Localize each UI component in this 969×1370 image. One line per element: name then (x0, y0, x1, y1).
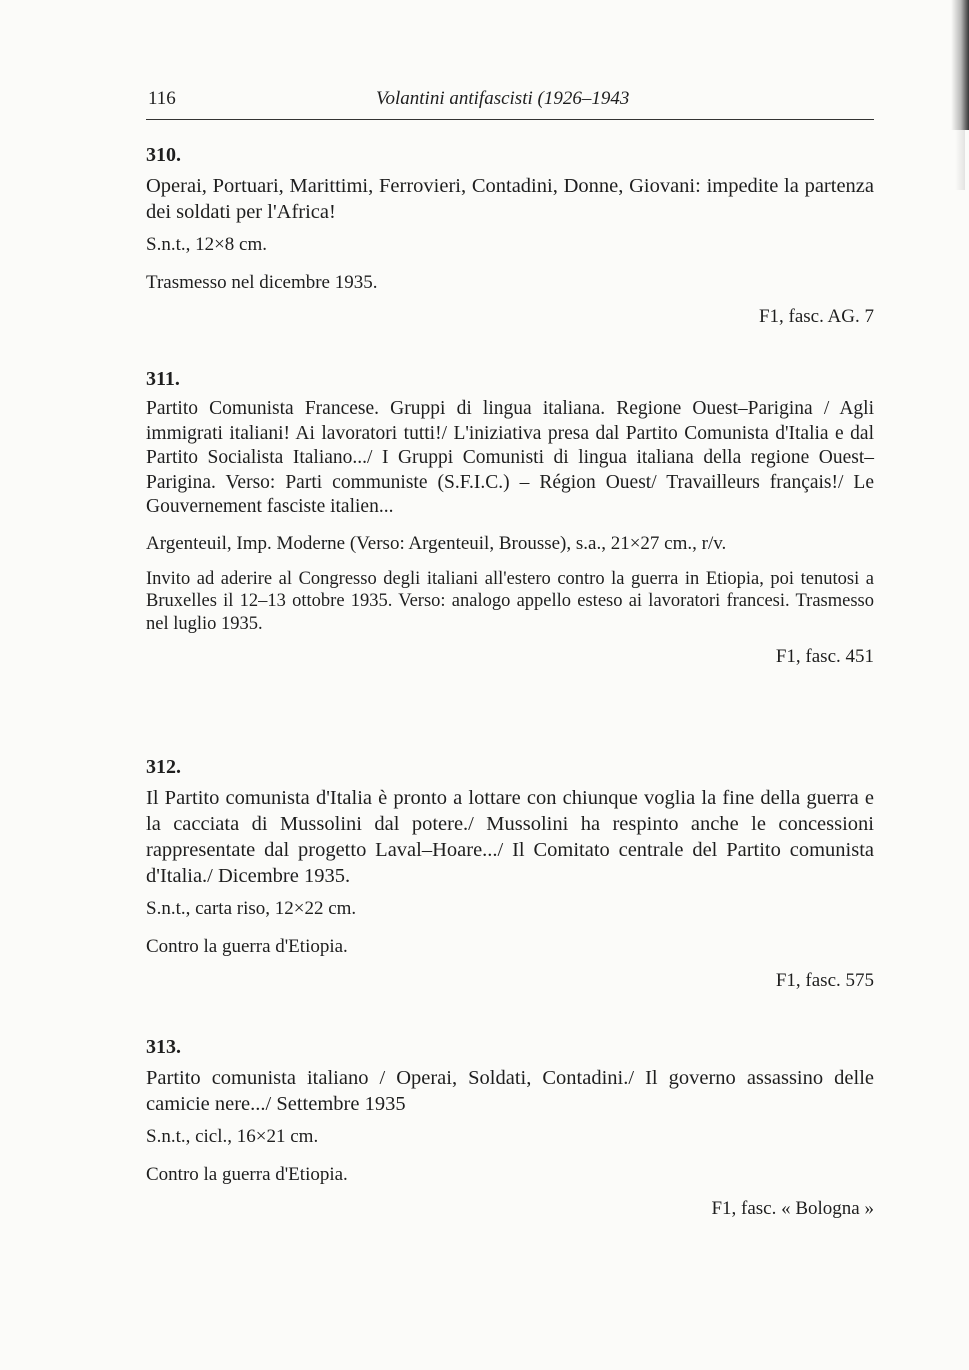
entry-note: Contro la guerra d'Etiopia. (146, 1164, 348, 1185)
scan-edge-noise (955, 130, 965, 190)
entry-description: S.n.t., cicl., 16×21 cm. (146, 1126, 319, 1147)
entry-reference: F1, fasc. 575 (775, 970, 874, 991)
entry-text: Il Partito comunista d'Italia è pronto a lottare con chiunque voglia la fine della guerra e la cacciata di Mussolini dal potere./ Mussolini ha respinto anche le concessioni rappresentate dal progetto Laval–Hoare.../ Il Comitato centrale del Partito comunista d'Italia./ Dicembre 1935. (146, 787, 874, 887)
entry-number: 310. (146, 144, 181, 166)
entry-reference: F1, fasc. « Bologna » (711, 1198, 874, 1219)
entry-reference: F1, fasc. 451 (775, 646, 874, 667)
running-header (148, 88, 874, 116)
entry-text: Partito Comunista Francese. Gruppi di lingua italiana. Regione Ouest–Parigina / Agli immigrati italiani! Ai lavoratori tutti!/ L'iniziativa presa dal Partito Comunista d'Italia e dal Partito Socialista Italiano.../ I Gruppi Comunisti di lingua italiana della regione Ouest–Parigina. Verso: Parti communiste (S.F.I.C.) – Région Ouest/ Travailleurs français!/ Le Gouvernement fasciste italien... (146, 398, 874, 517)
catalog-entry-310 (146, 144, 874, 329)
catalog-entry-311 (146, 368, 874, 669)
entry-description: S.n.t., 12×8 cm. (146, 234, 268, 255)
header-rule (146, 119, 874, 120)
catalog-entry-312 (146, 756, 874, 993)
entry-number: 312. (146, 756, 181, 778)
entry-description: Argenteuil, Imp. Moderne (Verso: Argenteuil, Brousse), s.a., 21×27 cm., r/v. (146, 532, 727, 554)
scan-edge-shadow (951, 0, 969, 130)
entry-reference: F1, fasc. AG. 7 (758, 306, 874, 327)
page-number: 116 (148, 88, 176, 109)
entry-text: Operai, Portuari, Marittimi, Ferrovieri, Contadini, Donne, Giovani: impedite la partenza dei soldati per l'Africa! (146, 175, 874, 223)
entry-description: S.n.t., carta riso, 12×22 cm. (146, 898, 357, 919)
catalog-entry-313 (146, 1036, 874, 1221)
entry-text: Partito comunista italiano / Operai, Soldati, Contadini./ Il governo assassino delle camicie nere.../ Settembre 1935 (146, 1067, 874, 1115)
entry-note: Invito ad aderire al Congresso degli italiani all'estero contro la guerra in Etiopia, poi tenutosi a Bruxelles il 12–13 ottobre 1935. Verso: analogo appello esteso ai lavoratori francesi. Trasmesso nel luglio 1935. (146, 568, 874, 634)
entry-note: Contro la guerra d'Etiopia. (146, 936, 348, 957)
running-title: Volantini antifascisti (1926–1943 (376, 88, 630, 109)
entry-number: 311. (146, 368, 180, 390)
entry-number: 313. (146, 1036, 181, 1058)
entry-note: Trasmesso nel dicembre 1935. (146, 272, 378, 293)
